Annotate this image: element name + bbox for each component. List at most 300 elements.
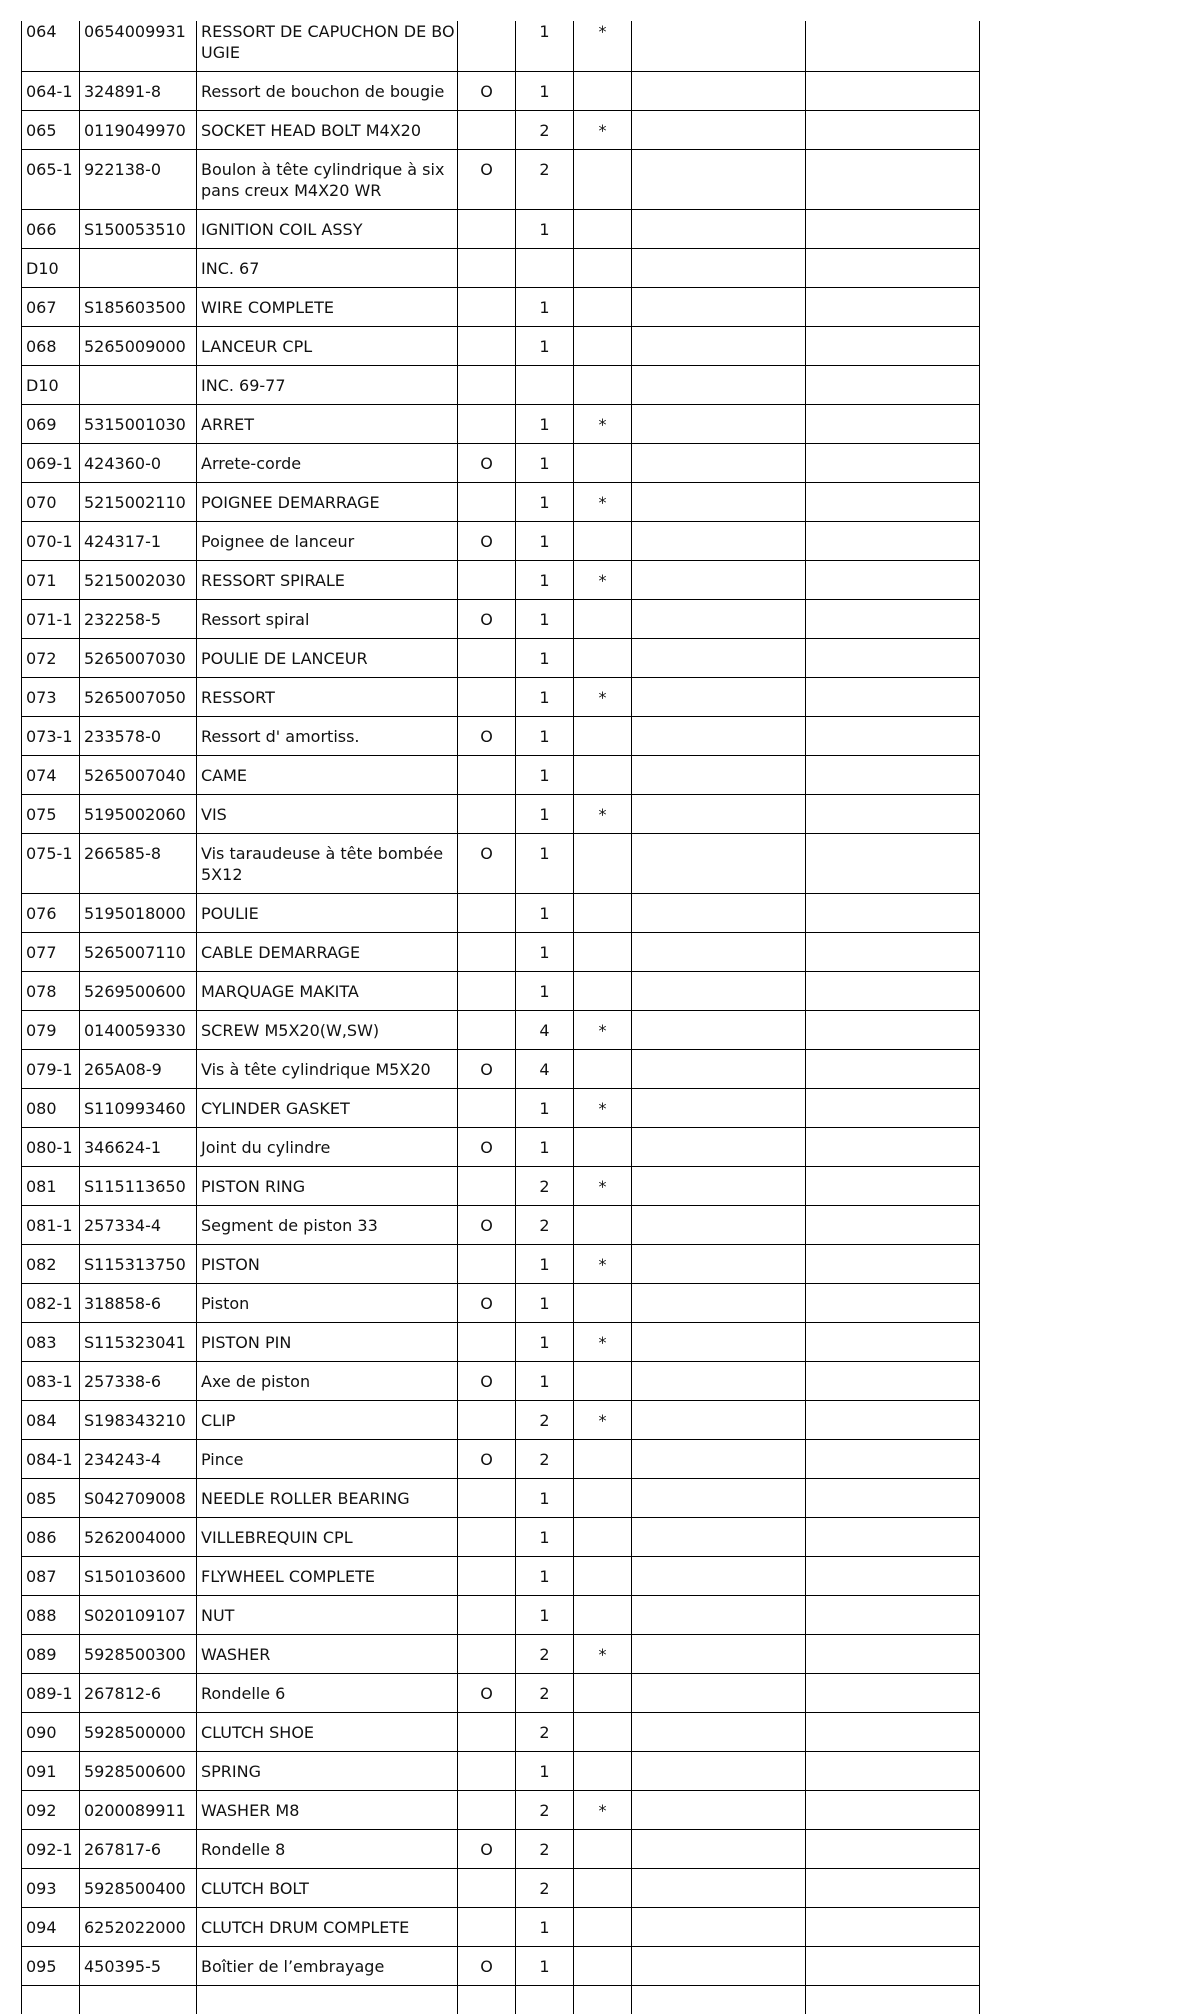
quantity-cell: 4: [516, 1050, 574, 1089]
blank-cell: [806, 405, 980, 444]
table-row: [22, 150, 980, 210]
quantity-cell: 1: [516, 327, 574, 366]
substitute-mark-cell: O: [458, 1050, 516, 1089]
table-row: [22, 1479, 980, 1518]
table-row: [22, 561, 980, 600]
item-number-cell: 075-1: [22, 834, 80, 894]
blank-cell: [22, 1986, 80, 2014]
substitute-mark-cell: [458, 1869, 516, 1908]
item-number-cell: 071-1: [22, 600, 80, 639]
quantity-cell: 2: [516, 1440, 574, 1479]
table-row: [22, 1011, 980, 1050]
substitute-mark-cell: [458, 1401, 516, 1440]
item-number-cell: 094: [22, 1908, 80, 1947]
substitute-mark-cell: [458, 1908, 516, 1947]
quantity-cell: 1: [516, 1479, 574, 1518]
note-mark-cell: [574, 600, 632, 639]
blank-cell: [632, 327, 806, 366]
blank-cell: [632, 1479, 806, 1518]
quantity-cell: 1: [516, 1284, 574, 1323]
item-number-cell: 073: [22, 678, 80, 717]
note-mark-cell: *: [574, 1167, 632, 1206]
blank-cell: [632, 600, 806, 639]
description-cell: POULIE: [197, 894, 458, 933]
description-cell: Joint du cylindre: [197, 1128, 458, 1167]
table-row: [22, 1908, 980, 1947]
description-cell: FLYWHEEL COMPLETE: [197, 1557, 458, 1596]
item-number-cell: 065: [22, 111, 80, 150]
substitute-mark-cell: [458, 405, 516, 444]
substitute-mark-cell: O: [458, 72, 516, 111]
part-number-cell: 266585-8: [80, 834, 197, 894]
substitute-mark-cell: [458, 210, 516, 249]
blank-cell: [632, 111, 806, 150]
blank-cell: [806, 834, 980, 894]
note-mark-cell: [574, 894, 632, 933]
table-row: [22, 756, 980, 795]
part-number-cell: 450395-5: [80, 1947, 197, 1986]
blank-cell: [632, 210, 806, 249]
blank-cell: [806, 249, 980, 288]
quantity-cell: 1: [516, 1596, 574, 1635]
quantity-cell: 2: [516, 1167, 574, 1206]
part-number-cell: 5265007110: [80, 933, 197, 972]
item-number-cell: 092: [22, 1791, 80, 1830]
quantity-cell: 1: [516, 756, 574, 795]
substitute-mark-cell: O: [458, 1128, 516, 1167]
description-cell: CABLE DEMARRAGE: [197, 933, 458, 972]
note-mark-cell: *: [574, 1323, 632, 1362]
part-number-cell: S150053510: [80, 210, 197, 249]
note-mark-cell: *: [574, 1011, 632, 1050]
note-mark-cell: [574, 1908, 632, 1947]
description-cell: PISTON RING: [197, 1167, 458, 1206]
table-row: [22, 210, 980, 249]
note-mark-cell: *: [574, 21, 632, 72]
substitute-mark-cell: O: [458, 717, 516, 756]
table-row: [22, 405, 980, 444]
part-number-cell: 5265009000: [80, 327, 197, 366]
part-number-cell: S150103600: [80, 1557, 197, 1596]
blank-cell: [806, 1128, 980, 1167]
quantity-cell: 2: [516, 1401, 574, 1440]
note-mark-cell: [574, 327, 632, 366]
quantity-cell: 2: [516, 1830, 574, 1869]
blank-cell: [632, 1245, 806, 1284]
item-number-cell: 068: [22, 327, 80, 366]
note-mark-cell: [574, 717, 632, 756]
blank-cell: [632, 522, 806, 561]
part-number-cell: S185603500: [80, 288, 197, 327]
part-number-cell: [80, 366, 197, 405]
substitute-mark-cell: [458, 1323, 516, 1362]
blank-cell: [632, 717, 806, 756]
blank-cell: [632, 288, 806, 327]
blank-cell: [632, 1362, 806, 1401]
description-cell: Arrete-corde: [197, 444, 458, 483]
part-number-cell: 5265007040: [80, 756, 197, 795]
quantity-cell: 1: [516, 483, 574, 522]
table-row: [22, 1323, 980, 1362]
blank-cell: [632, 1167, 806, 1206]
substitute-mark-cell: O: [458, 600, 516, 639]
table-row: [22, 933, 980, 972]
blank-cell: [806, 1596, 980, 1635]
blank-cell: [632, 1089, 806, 1128]
item-number-cell: 070: [22, 483, 80, 522]
part-number-cell: 5315001030: [80, 405, 197, 444]
blank-cell: [632, 1011, 806, 1050]
blank-cell: [806, 1011, 980, 1050]
blank-cell: [632, 483, 806, 522]
part-number-cell: [80, 249, 197, 288]
blank-cell: [632, 1557, 806, 1596]
table-row: [22, 1167, 980, 1206]
blank-cell: [632, 894, 806, 933]
item-number-cell: 066: [22, 210, 80, 249]
note-mark-cell: [574, 1128, 632, 1167]
blank-cell: [632, 1830, 806, 1869]
table-row: [22, 1206, 980, 1245]
item-number-cell: 075: [22, 795, 80, 834]
description-cell: Ressort d' amortiss.: [197, 717, 458, 756]
description-cell: NUT: [197, 1596, 458, 1635]
part-number-cell: 0200089911: [80, 1791, 197, 1830]
part-number-cell: 922138-0: [80, 150, 197, 210]
blank-cell: [632, 405, 806, 444]
item-number-cell: 080-1: [22, 1128, 80, 1167]
blank-cell: [806, 1284, 980, 1323]
item-number-cell: 093: [22, 1869, 80, 1908]
blank-cell: [806, 1167, 980, 1206]
quantity-cell: [516, 366, 574, 405]
blank-cell: [632, 1986, 806, 2014]
item-number-cell: 095: [22, 1947, 80, 1986]
part-number-cell: 0140059330: [80, 1011, 197, 1050]
table-row: [22, 1440, 980, 1479]
description-cell: CLIP: [197, 1401, 458, 1440]
blank-cell: [632, 1713, 806, 1752]
blank-cell: [632, 1635, 806, 1674]
note-mark-cell: [574, 1713, 632, 1752]
table-row: [22, 795, 980, 834]
blank-cell: [806, 1635, 980, 1674]
quantity-cell: 1: [516, 600, 574, 639]
description-cell: Piston: [197, 1284, 458, 1323]
item-number-cell: 064: [22, 21, 80, 72]
quantity-cell: 1: [516, 1908, 574, 1947]
quantity-cell: 1: [516, 1362, 574, 1401]
note-mark-cell: *: [574, 561, 632, 600]
description-cell: CAME: [197, 756, 458, 795]
part-number-cell: 5269500600: [80, 972, 197, 1011]
description-cell: WIRE COMPLETE: [197, 288, 458, 327]
blank-cell: [632, 72, 806, 111]
item-number-cell: 079-1: [22, 1050, 80, 1089]
description-cell: RESSORT: [197, 678, 458, 717]
substitute-mark-cell: O: [458, 1206, 516, 1245]
note-mark-cell: *: [574, 111, 632, 150]
substitute-mark-cell: [458, 1791, 516, 1830]
blank-cell: [632, 795, 806, 834]
blank-cell: [806, 795, 980, 834]
blank-cell: [574, 1986, 632, 2014]
item-number-cell: 065-1: [22, 150, 80, 210]
blank-cell: [806, 1557, 980, 1596]
quantity-cell: 1: [516, 894, 574, 933]
blank-cell: [632, 834, 806, 894]
table-row: [22, 1557, 980, 1596]
blank-cell: [632, 1284, 806, 1323]
part-number-cell: S115323041: [80, 1323, 197, 1362]
blank-cell: [806, 72, 980, 111]
table-row: [22, 1518, 980, 1557]
substitute-mark-cell: O: [458, 444, 516, 483]
part-number-cell: 234243-4: [80, 1440, 197, 1479]
substitute-mark-cell: [458, 1011, 516, 1050]
description-cell: Ressort spiral: [197, 600, 458, 639]
item-number-cell: 084: [22, 1401, 80, 1440]
blank-cell: [806, 561, 980, 600]
part-number-cell: 5195002060: [80, 795, 197, 834]
parts-table-body: [22, 21, 980, 2014]
substitute-mark-cell: [458, 795, 516, 834]
table-row: [22, 1362, 980, 1401]
substitute-mark-cell: [458, 894, 516, 933]
blank-cell: [806, 894, 980, 933]
blank-cell: [632, 561, 806, 600]
substitute-mark-cell: [458, 1245, 516, 1284]
blank-cell: [806, 1401, 980, 1440]
note-mark-cell: [574, 1557, 632, 1596]
quantity-cell: 1: [516, 678, 574, 717]
quantity-cell: 1: [516, 795, 574, 834]
table-row: [22, 1284, 980, 1323]
description-cell: SPRING: [197, 1752, 458, 1791]
blank-cell: [806, 1362, 980, 1401]
table-row: [22, 1635, 980, 1674]
note-mark-cell: [574, 444, 632, 483]
substitute-mark-cell: [458, 249, 516, 288]
note-mark-cell: [574, 1947, 632, 1986]
part-number-cell: 346624-1: [80, 1128, 197, 1167]
note-mark-cell: [574, 366, 632, 405]
blank-cell: [806, 1791, 980, 1830]
note-mark-cell: [574, 1479, 632, 1518]
item-number-cell: 084-1: [22, 1440, 80, 1479]
blank-cell: [806, 1908, 980, 1947]
blank-cell: [632, 366, 806, 405]
quantity-cell: 1: [516, 1128, 574, 1167]
description-cell: WASHER M8: [197, 1791, 458, 1830]
note-mark-cell: *: [574, 1791, 632, 1830]
description-cell: Boîtier de l’embrayage: [197, 1947, 458, 1986]
quantity-cell: 2: [516, 150, 574, 210]
part-number-cell: 324891-8: [80, 72, 197, 111]
description-cell: Vis à tête cylindrique M5X20: [197, 1050, 458, 1089]
table-row: [22, 1401, 980, 1440]
description-cell: NEEDLE ROLLER BEARING: [197, 1479, 458, 1518]
quantity-cell: 2: [516, 111, 574, 150]
item-number-cell: 073-1: [22, 717, 80, 756]
blank-cell: [806, 150, 980, 210]
quantity-cell: 1: [516, 1518, 574, 1557]
part-number-cell: 5265007050: [80, 678, 197, 717]
note-mark-cell: [574, 522, 632, 561]
part-number-cell: 267817-6: [80, 1830, 197, 1869]
table-row: [22, 1050, 980, 1089]
blank-cell: [632, 1752, 806, 1791]
quantity-cell: 1: [516, 1089, 574, 1128]
note-mark-cell: [574, 1518, 632, 1557]
blank-cell: [632, 1440, 806, 1479]
description-cell: Rondelle 6: [197, 1674, 458, 1713]
part-number-cell: 257334-4: [80, 1206, 197, 1245]
blank-cell: [632, 1128, 806, 1167]
note-mark-cell: [574, 1674, 632, 1713]
quantity-cell: 1: [516, 1245, 574, 1284]
substitute-mark-cell: [458, 639, 516, 678]
description-cell: PISTON: [197, 1245, 458, 1284]
substitute-mark-cell: [458, 561, 516, 600]
quantity-cell: 2: [516, 1206, 574, 1245]
blank-cell: [806, 1947, 980, 1986]
item-number-cell: 091: [22, 1752, 80, 1791]
table-row: [22, 717, 980, 756]
description-cell: MARQUAGE MAKITA: [197, 972, 458, 1011]
blank-cell: [806, 522, 980, 561]
note-mark-cell: [574, 150, 632, 210]
item-number-cell: 072: [22, 639, 80, 678]
table-row: [22, 111, 980, 150]
table-row: [22, 1869, 980, 1908]
blank-cell: [806, 972, 980, 1011]
item-number-cell: 090: [22, 1713, 80, 1752]
blank-cell: [806, 1206, 980, 1245]
quantity-cell: 1: [516, 522, 574, 561]
substitute-mark-cell: O: [458, 1947, 516, 1986]
table-row: [22, 1713, 980, 1752]
quantity-cell: 1: [516, 21, 574, 72]
note-mark-cell: [574, 1050, 632, 1089]
item-number-cell: 083: [22, 1323, 80, 1362]
substitute-mark-cell: [458, 327, 516, 366]
substitute-mark-cell: O: [458, 1830, 516, 1869]
description-cell: POIGNEE DEMARRAGE: [197, 483, 458, 522]
substitute-mark-cell: O: [458, 1284, 516, 1323]
item-number-cell: 082-1: [22, 1284, 80, 1323]
substitute-mark-cell: [458, 1089, 516, 1128]
part-number-cell: S020109107: [80, 1596, 197, 1635]
description-cell: IGNITION COIL ASSY: [197, 210, 458, 249]
note-mark-cell: [574, 210, 632, 249]
blank-cell: [806, 756, 980, 795]
part-number-cell: 5265007030: [80, 639, 197, 678]
item-number-cell: 074: [22, 756, 80, 795]
item-number-cell: 069-1: [22, 444, 80, 483]
note-mark-cell: [574, 1284, 632, 1323]
part-number-cell: 265A08-9: [80, 1050, 197, 1089]
description-cell: Pince: [197, 1440, 458, 1479]
blank-cell: [806, 444, 980, 483]
substitute-mark-cell: [458, 111, 516, 150]
blank-cell: [632, 444, 806, 483]
table-row: [22, 1791, 980, 1830]
quantity-cell: 4: [516, 1011, 574, 1050]
part-number-cell: 5262004000: [80, 1518, 197, 1557]
description-cell: Segment de piston 33: [197, 1206, 458, 1245]
substitute-mark-cell: O: [458, 834, 516, 894]
table-row: [22, 1089, 980, 1128]
blank-cell: [806, 639, 980, 678]
substitute-mark-cell: [458, 678, 516, 717]
part-number-cell: 6252022000: [80, 1908, 197, 1947]
item-number-cell: 088: [22, 1596, 80, 1635]
substitute-mark-cell: [458, 933, 516, 972]
note-mark-cell: [574, 249, 632, 288]
quantity-cell: 1: [516, 561, 574, 600]
part-number-cell: 267812-6: [80, 1674, 197, 1713]
quantity-cell: 1: [516, 72, 574, 111]
part-number-cell: 5928500600: [80, 1752, 197, 1791]
table-row: [22, 1128, 980, 1167]
note-mark-cell: *: [574, 1245, 632, 1284]
blank-cell: [806, 1050, 980, 1089]
blank-cell: [806, 1440, 980, 1479]
note-mark-cell: *: [574, 405, 632, 444]
substitute-mark-cell: O: [458, 1674, 516, 1713]
blank-cell: [632, 933, 806, 972]
description-cell: Ressort de bouchon de bougie: [197, 72, 458, 111]
blank-cell: [632, 1596, 806, 1635]
quantity-cell: 1: [516, 1323, 574, 1362]
description-cell: Boulon à tête cylindrique à six pans creux M4X20 WR: [197, 150, 458, 210]
blank-cell: [806, 600, 980, 639]
description-cell: Poignee de lanceur: [197, 522, 458, 561]
blank-cell: [806, 1479, 980, 1518]
part-number-cell: S115313750: [80, 1245, 197, 1284]
description-cell: INC. 67: [197, 249, 458, 288]
parts-table: [21, 21, 980, 2014]
substitute-mark-cell: [458, 1635, 516, 1674]
table-row: [22, 1947, 980, 1986]
substitute-mark-cell: [458, 1557, 516, 1596]
substitute-mark-cell: [458, 1713, 516, 1752]
item-number-cell: 067: [22, 288, 80, 327]
note-mark-cell: [574, 1206, 632, 1245]
part-number-cell: 257338-6: [80, 1362, 197, 1401]
blank-cell: [806, 111, 980, 150]
table-row: [22, 444, 980, 483]
note-mark-cell: [574, 933, 632, 972]
blank-cell: [632, 1947, 806, 1986]
item-number-cell: D10: [22, 366, 80, 405]
blank-cell: [806, 21, 980, 72]
blank-cell: [632, 1323, 806, 1362]
blank-cell: [632, 249, 806, 288]
item-number-cell: 079: [22, 1011, 80, 1050]
item-number-cell: 081: [22, 1167, 80, 1206]
item-number-cell: 092-1: [22, 1830, 80, 1869]
quantity-cell: 1: [516, 717, 574, 756]
part-number-cell: 5928500300: [80, 1635, 197, 1674]
part-number-cell: 5928500400: [80, 1869, 197, 1908]
substitute-mark-cell: [458, 1167, 516, 1206]
substitute-mark-cell: [458, 288, 516, 327]
item-number-cell: 085: [22, 1479, 80, 1518]
table-row: [22, 1830, 980, 1869]
blank-cell: [806, 1830, 980, 1869]
